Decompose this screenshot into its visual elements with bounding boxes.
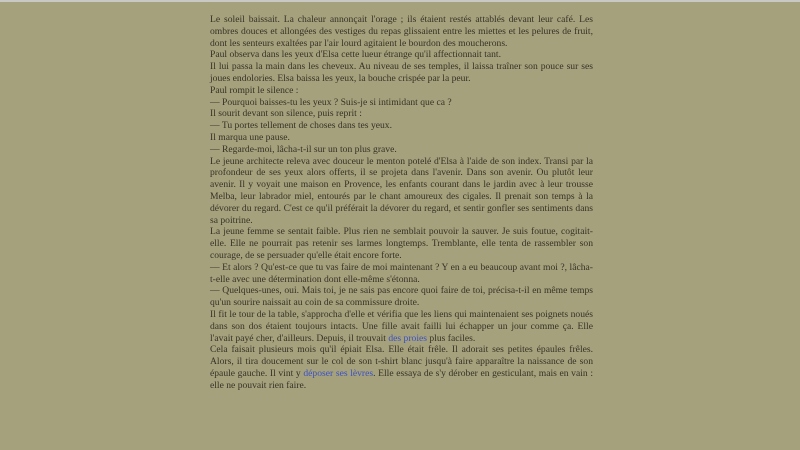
- paragraph: [210, 344, 593, 391]
- text-link[interactable]: déposer ses lèvres: [303, 367, 374, 379]
- paragraph: [210, 49, 593, 61]
- text-run: La jeune femme se sentait faible. Plus rien ne semblait pouvoir la sauver. Je suis foutue, cogitait-elle. Elle ne pourrait pas retenir ses larmes longtemps. Tremblante, elle tenta de rassembler son courage, de se persuader qu'elle était encore forte.: [210, 226, 593, 261]
- text-page: [210, 14, 593, 392]
- paragraph: [210, 285, 593, 309]
- text-run: Le soleil baissait. La chaleur annonçait l'orage ; ils étaient restés attablés devant leur café. Les ombres douces et allongées des vestiges du repas glissaient entre les miettes et les pelures de fruit, dont les senteurs exaltées par l'air lourd agitaient le bourdon des moucherons.: [210, 14, 593, 49]
- paragraph: [210, 156, 593, 227]
- paragraph: [210, 97, 593, 109]
- text-run: — Regarde-moi, lâcha-t-il sur un ton plus grave.: [210, 143, 397, 155]
- paragraph: [210, 108, 593, 120]
- text-run: Paul observa dans les yeux d'Elsa cette lueur étrange qu'il affectionnait tant.: [210, 49, 501, 61]
- paragraph: [210, 226, 593, 261]
- text-run: Il sourit devant son silence, puis reprit :: [210, 108, 362, 120]
- text-run: — Quelques-unes, oui. Mais toi, je ne sais pas encore quoi faire de toi, précisa-t-il en même temps qu'un sourire naissait au coin de sa commissure droite.: [210, 285, 593, 309]
- text-run: Paul rompit le silence :: [210, 84, 299, 96]
- paragraph: [210, 14, 593, 49]
- text-run: Il lui passa la main dans les cheveux. Au niveau de ses temples, il laissa traîner son pouce sur ses joues endolories. Elsa baissa les yeux, la bouche crispée par la peur.: [210, 61, 593, 84]
- text-run: Il marqua une pause.: [210, 131, 290, 143]
- text-run: — Pourquoi baisses-tu les yeux ? Suis-je si intimidant que ca ?: [210, 96, 452, 108]
- paragraph: [210, 61, 593, 85]
- paragraph: [210, 85, 593, 97]
- text-run: Il fit le tour de la table, s'approcha d'elle et vérifia que les liens qui maintenaient ses poignets noués dans son dos étaient toujours intacts. Une fille avait failli lui échapper un jour comme ça. Elle l'avait payé cher, d'ailleurs. Depuis, il trouvait: [210, 308, 593, 344]
- paragraph: [210, 120, 593, 132]
- text-run: — Tu portes tellement de choses dans tes yeux.: [210, 120, 392, 132]
- paragraph: [210, 309, 593, 344]
- text-run: . Elle essaya de s'y dérober en gesticulant, mais en vain : elle ne pouvait rien faire.: [210, 367, 594, 391]
- window-top-border: [0, 0, 800, 2]
- text-run: plus faciles.: [427, 332, 476, 344]
- paragraph: [210, 132, 593, 144]
- text-run: Cela faisait plusieurs mois qu'il épiait Elsa. Elle était frêle. Il adorait ses petites épaules frêles. Alors, il tira doucement sur le col de son t-shirt blanc jusqu'à faire apparaître la naissance de son épaule gauche. Il vint y: [210, 344, 593, 379]
- paragraph: [210, 144, 593, 156]
- text-run: — Et alors ? Qu'est-ce que tu vas faire de moi maintenant ? Y en a eu beaucoup avant moi ?, lâcha-t-elle avec une détermination dont elle-même s'étonna.: [210, 261, 593, 285]
- text-link[interactable]: des proies: [388, 332, 428, 344]
- text-run: Le jeune architecte releva avec douceur le menton potelé d'Elsa à l'aide de son index. Transi par la profondeur de ses yeux alors offerts, il se projeta dans l'avenir. Dans son avenir. Ou plutôt leur avenir. Il y voyait une maison en Provence, les enfants courant dans le jardin avec à leur trousse Melba, leur labrador miel, entourés par le chant amoureux des cigales. Il prenait son temps à la dévorer du regard. C'est ce qu'il préférait la dévorer du regard, et sentir gonfler ses sentiments dans sa poitrine.: [210, 155, 593, 226]
- paragraph: [210, 262, 593, 286]
